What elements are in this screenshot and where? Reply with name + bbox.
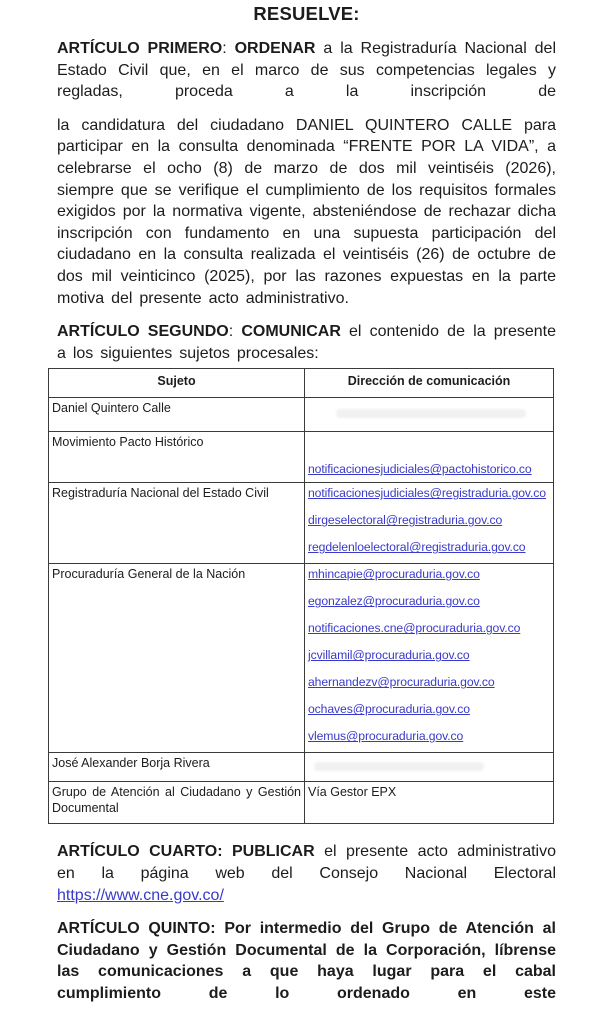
- email-link[interactable]: dirgeselectoral@registraduria.gov.co: [308, 513, 503, 528]
- sujeto-cell: Grupo de Atención al Ciudadano y Gestión Documental: [49, 782, 305, 824]
- email-link[interactable]: notificacionesjudiciales@registraduria.gov.co: [308, 486, 546, 501]
- sujeto-cell: Procuraduría General de la Nación: [49, 564, 305, 753]
- table-row-pacto-historico: [49, 432, 554, 483]
- table-row-grupo-atencion: [49, 782, 554, 824]
- sujetos-procesales-table: [48, 368, 554, 824]
- articulo-segundo-verb: COMUNICAR: [241, 323, 341, 341]
- email-link[interactable]: mhincapie@procuraduria.gov.co: [308, 567, 480, 582]
- sujeto-cell: José Alexander Borja Rivera: [49, 753, 305, 782]
- document-title: RESUELVE:: [253, 3, 360, 24]
- email-link[interactable]: notificacionesjudiciales@pactohistorico.co: [308, 462, 532, 477]
- cell-spacer: [308, 434, 550, 461]
- email-link[interactable]: jcvillamil@procuraduria.gov.co: [308, 648, 470, 663]
- redacted-text: [336, 409, 526, 418]
- email-link[interactable]: ahernandezv@procuraduria.gov.co: [308, 675, 495, 690]
- articulo-segundo-text: el contenido de la presente a los siguientes sujetos procesales:: [57, 323, 557, 362]
- articulo-primero-paragraph: [57, 38, 556, 103]
- articulo-primero-verb: ORDENAR: [234, 40, 316, 57]
- direccion-cell: [305, 753, 554, 782]
- email-link[interactable]: vlemus@procuraduria.gov.co: [308, 729, 464, 744]
- articulo-primero-text: a la Registraduría Nacional del Estado Civil que, en el marco de sus competencias legales y regladas, proceda a la inscripción de: [57, 40, 557, 101]
- email-link[interactable]: ochaves@procuraduria.gov.co: [308, 702, 470, 717]
- redacted-text: [314, 762, 484, 771]
- articulo-cuarto-text: el presente acto administrativo en la página web del Consejo Nacional Electoral: [57, 843, 556, 882]
- table-row-registraduria: [49, 483, 554, 564]
- table-row-jose-borja: [49, 753, 554, 782]
- articulo-segundo-paragraph: [57, 321, 556, 364]
- table-header-row: [49, 369, 554, 398]
- sujeto-cell: Registraduría Nacional del Estado Civil: [49, 483, 305, 564]
- articulo-primero-label: ARTÍCULO PRIMERO: [57, 40, 223, 57]
- sujeto-cell: Daniel Quintero Calle: [49, 398, 305, 432]
- direccion-cell: Vía Gestor EPX: [305, 782, 554, 824]
- articulo-quinto-paragraph: ARTÍCULO QUINTO: Por intermedio del Grupo de Atención al Ciudadano y Gestión Documental de la Corporación, líbrense las comunicaciones a que haya lugar para el cabal cumplimiento de lo ordenado en este: [57, 920, 556, 1002]
- articulo-segundo-separator: :: [228, 323, 242, 341]
- column-header-sujeto: Sujeto: [49, 369, 305, 398]
- table-row-procuraduria: [49, 564, 554, 753]
- column-header-direccion: Dirección de comunicación: [305, 369, 554, 398]
- candidatura-paragraph: la candidatura del ciudadano DANIEL QUINTERO CALLE para participar en la consulta denominada “FRENTE POR LA VIDA”, a celebrarse el ocho (8) de marzo de dos mil veintiséis (2026), siempre que se verifique el cumplimiento de los requisitos formales exigidos por la normativa vigente, absteniéndose de rechazar dicha inscripción con fundamento en una supuesta participación del ciudadano en la consulta realizada el veintiséis (26) de octubre de dos mil veinticinco (2025), por las razones expuestas en la parte motiva del presente acto administrativo.: [57, 116, 556, 307]
- articulo-primero-separator: :: [222, 40, 235, 57]
- articulo-cuarto-label: ARTÍCULO CUARTO: PUBLICAR: [57, 843, 315, 861]
- cne-website-link[interactable]: https://www.cne.gov.co/: [57, 886, 224, 904]
- email-link[interactable]: regdelenloelectoral@registraduria.gov.co: [308, 540, 526, 555]
- email-link[interactable]: notificaciones.cne@procuraduria.gov.co: [308, 621, 521, 636]
- direccion-cell: [305, 432, 554, 483]
- table-row-daniel-quintero: [49, 398, 554, 432]
- articulo-segundo-label: ARTÍCULO SEGUNDO: [57, 323, 229, 341]
- direccion-cell: [305, 398, 554, 432]
- articulo-cuarto-paragraph: [57, 841, 556, 906]
- sujeto-cell: Movimiento Pacto Histórico: [49, 432, 305, 483]
- email-link[interactable]: egonzalez@procuraduria.gov.co: [308, 594, 480, 609]
- direccion-cell: [305, 483, 554, 564]
- direccion-cell: [305, 564, 554, 753]
